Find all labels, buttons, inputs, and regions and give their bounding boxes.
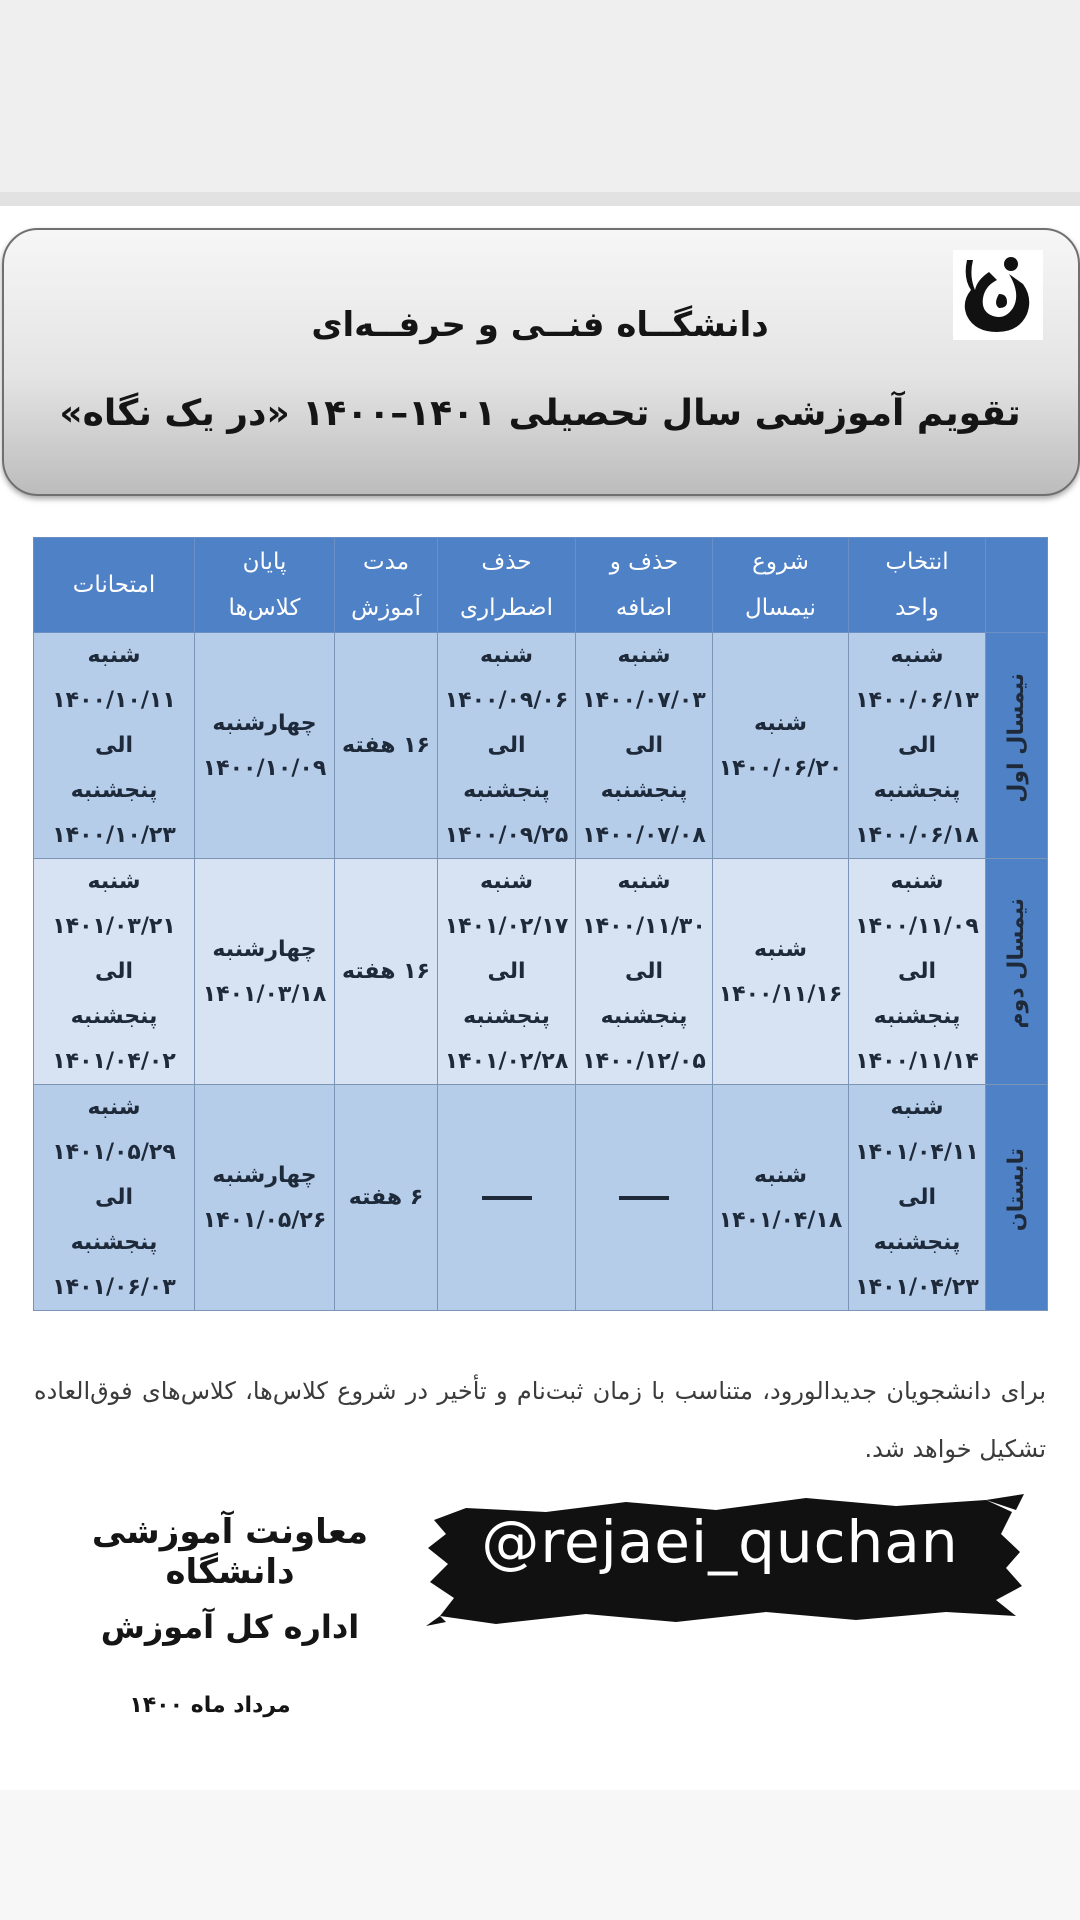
column-header-line: حذف bbox=[481, 549, 532, 575]
cell-line: شنبه bbox=[754, 936, 807, 962]
cell-line: پنجشنبه bbox=[70, 778, 158, 803]
cell-line: ۱۴۰۱/۰۳/۱۸ bbox=[202, 981, 327, 1007]
header-row bbox=[34, 538, 1048, 633]
cell-line: ۱۴۰۰/۱۰/۰۹ bbox=[202, 755, 327, 781]
column-header-line: حذف و bbox=[609, 549, 679, 575]
cell-line: شنبه bbox=[87, 1095, 141, 1120]
cell-line: شنبه bbox=[480, 643, 533, 668]
table-cell bbox=[34, 859, 195, 1085]
table-cell bbox=[849, 859, 986, 1085]
semester-label: تابستان bbox=[986, 1085, 1048, 1311]
university-name: دانشگــاه فنــی و حرفــه‌ای bbox=[311, 305, 769, 345]
title-banner bbox=[2, 228, 1080, 496]
cell-line: ۱۴۰۱/۰۴/۱۱ bbox=[855, 1140, 979, 1165]
cell-line: شنبه bbox=[617, 869, 671, 894]
empty-dash bbox=[482, 1196, 532, 1200]
table-cell bbox=[34, 1085, 195, 1311]
table-cell bbox=[195, 633, 335, 859]
cell-line: ۱۴۰۰/۰۹/۰۶ bbox=[444, 688, 569, 713]
header-corner bbox=[986, 538, 1048, 633]
cell-line: ۱۴۰۰/۱۱/۱۶ bbox=[718, 981, 843, 1007]
bottom-empty-band bbox=[0, 1790, 1080, 1920]
column-header-line: کلاس‌ها bbox=[228, 595, 301, 621]
table-cell bbox=[195, 859, 335, 1085]
cell-line: شنبه bbox=[87, 869, 141, 894]
column-header-line: واحد bbox=[895, 595, 939, 621]
cell-line: شنبه bbox=[617, 643, 671, 668]
column-header-line: انتخاب bbox=[885, 549, 949, 575]
education-office: اداره کل آموزش bbox=[100, 1608, 360, 1646]
cell-line: پنجشنبه bbox=[463, 1004, 550, 1029]
table-cell bbox=[195, 1085, 335, 1311]
column-header-line: نیمسال bbox=[745, 595, 816, 621]
cell-line: الی bbox=[897, 1185, 937, 1210]
table-cell bbox=[576, 633, 713, 859]
cell-line: ۱۴۰۱/۰۵/۲۶ bbox=[202, 1207, 327, 1233]
cell-line: ۱۴۰۰/۱۰/۲۳ bbox=[52, 823, 176, 848]
cell-line: الی bbox=[897, 733, 937, 758]
cell-line: الی bbox=[624, 733, 664, 758]
table-cell bbox=[713, 1085, 849, 1311]
cell-line: پنجشنبه bbox=[873, 778, 961, 803]
cell-line: ۱۴۰۰/۰۶/۲۰ bbox=[718, 755, 843, 781]
table-row bbox=[34, 633, 1048, 859]
semester-label: نیمسال دوم bbox=[986, 859, 1048, 1085]
column-header-line: مدت bbox=[362, 549, 410, 575]
column-header bbox=[438, 538, 576, 633]
cell-line: ۱۴۰۰/۰۶/۱۳ bbox=[855, 688, 979, 713]
cell-line: الی bbox=[94, 1185, 134, 1210]
column-header-line: پایان bbox=[242, 549, 287, 575]
cell-line: چهارشنبه bbox=[212, 936, 317, 962]
cell-line: شنبه bbox=[890, 1095, 944, 1120]
cell-line: پنجشنبه bbox=[873, 1004, 961, 1029]
cell-line: پنجشنبه bbox=[463, 778, 550, 803]
column-header bbox=[576, 538, 713, 633]
cell-line: الی bbox=[94, 959, 134, 984]
column-header-line: اضافه bbox=[615, 595, 673, 621]
cell-line: شنبه bbox=[890, 643, 944, 668]
table-cell bbox=[576, 859, 713, 1085]
cell-line: ۶ هفته bbox=[348, 1185, 424, 1210]
cell-line: ۱۴۰۰/۱۲/۰۵ bbox=[582, 1049, 706, 1074]
calendar-title: تقویم آموزشی سال تحصیلی ۱۴۰۱–۱۴۰۰ «در یک نگاه» bbox=[59, 393, 1021, 434]
table-row bbox=[34, 1085, 1048, 1311]
cell-line: ۱۴۰۱/۰۴/۱۸ bbox=[718, 1207, 843, 1233]
instagram-handle: @rejaei_quchan bbox=[481, 1508, 959, 1576]
cell-line: ۱۴۰۱/۰۶/۰۳ bbox=[52, 1275, 176, 1300]
table-row bbox=[34, 859, 1048, 1085]
cell-line: چهارشنبه bbox=[212, 710, 317, 736]
top-empty-band bbox=[0, 0, 1080, 192]
table-cell bbox=[438, 859, 576, 1085]
empty-dash bbox=[619, 1196, 669, 1200]
cell-line: ۱۴۰۰/۱۰/۱۱ bbox=[52, 688, 176, 713]
table-cell bbox=[335, 1085, 438, 1311]
new-students-note: برای دانشجویان جدیدالورود، متناسب با زمان ثبت‌نام و تأخیر در شروع کلاس‌ها، کلاس‌های فوق‌العاده تشکیل خواهد شد. bbox=[34, 1377, 1046, 1463]
column-header bbox=[34, 538, 195, 633]
table-cell bbox=[713, 633, 849, 859]
cell-line: ۱۶ هفته bbox=[342, 733, 430, 758]
academic-calendar-table bbox=[33, 537, 1048, 1311]
cell-line: شنبه bbox=[754, 1162, 807, 1188]
cell-line: ۱۴۰۱/۰۵/۲۹ bbox=[52, 1140, 176, 1165]
column-header bbox=[195, 538, 335, 633]
cell-line: چهارشنبه bbox=[212, 1162, 317, 1188]
cell-line: ۱۴۰۱/۰۴/۲۳ bbox=[855, 1275, 979, 1300]
table-cell bbox=[335, 859, 438, 1085]
column-header-line: اضطراری bbox=[460, 595, 553, 621]
cell-line: ۱۴۰۰/۱۱/۱۴ bbox=[855, 1049, 979, 1074]
cell-line: شنبه bbox=[480, 869, 533, 894]
cell-line: شنبه bbox=[890, 869, 944, 894]
table-cell bbox=[849, 633, 986, 859]
cell-line: الی bbox=[624, 959, 664, 984]
semester-label: نیمسال اول bbox=[986, 633, 1048, 859]
column-header bbox=[849, 538, 986, 633]
table-cell bbox=[438, 633, 576, 859]
column-header bbox=[713, 538, 849, 633]
top-divider bbox=[0, 192, 1080, 206]
cell-line: ۱۴۰۱/۰۲/۱۷ bbox=[444, 914, 569, 939]
cell-line: پنجشنبه bbox=[600, 1004, 688, 1029]
table-cell bbox=[34, 633, 195, 859]
table-cell bbox=[849, 1085, 986, 1311]
cell-line: ۱۶ هفته bbox=[342, 959, 430, 984]
cell-line: پنجشنبه bbox=[600, 778, 688, 803]
table-cell bbox=[576, 1085, 713, 1311]
table-cell bbox=[713, 859, 849, 1085]
cell-line: شنبه bbox=[754, 710, 807, 736]
table-cell bbox=[438, 1085, 576, 1311]
column-header-line: امتحانات bbox=[72, 572, 156, 598]
cell-line: پنجشنبه bbox=[70, 1004, 158, 1029]
issue-date: مرداد ماه ۱۴۰۰ bbox=[129, 1693, 291, 1718]
cell-line: پنجشنبه bbox=[70, 1230, 158, 1255]
cell-line: ۱۴۰۱/۰۴/۰۲ bbox=[52, 1049, 176, 1074]
cell-line: ۱۴۰۱/۰۳/۲۱ bbox=[52, 914, 176, 939]
cell-line: ۱۴۰۰/۱۱/۰۹ bbox=[855, 914, 979, 939]
cell-line: ۱۴۰۰/۰۷/۰۸ bbox=[582, 823, 706, 848]
cell-line: الی bbox=[487, 733, 526, 758]
table-cell bbox=[335, 633, 438, 859]
cell-line: الی bbox=[487, 959, 526, 984]
column-header-line: شروع bbox=[752, 549, 809, 575]
vice-chancellor-signature: معاونت آموزشی دانشگاه bbox=[91, 1512, 369, 1592]
cell-line: ۱۴۰۱/۰۲/۲۸ bbox=[444, 1049, 569, 1074]
cell-line: ۱۴۰۰/۰۶/۱۸ bbox=[855, 823, 979, 848]
cell-line: ۱۴۰۰/۱۱/۳۰ bbox=[582, 914, 706, 939]
column-header-line: آموزش bbox=[351, 595, 421, 621]
cell-line: پنجشنبه bbox=[873, 1230, 961, 1255]
cell-line: الی bbox=[897, 959, 937, 984]
cell-line: الی bbox=[94, 733, 134, 758]
cell-line: ۱۴۰۰/۰۹/۲۵ bbox=[444, 823, 569, 848]
column-header bbox=[335, 538, 438, 633]
cell-line: ۱۴۰۰/۰۷/۰۳ bbox=[582, 688, 706, 713]
cell-line: شنبه bbox=[87, 643, 141, 668]
